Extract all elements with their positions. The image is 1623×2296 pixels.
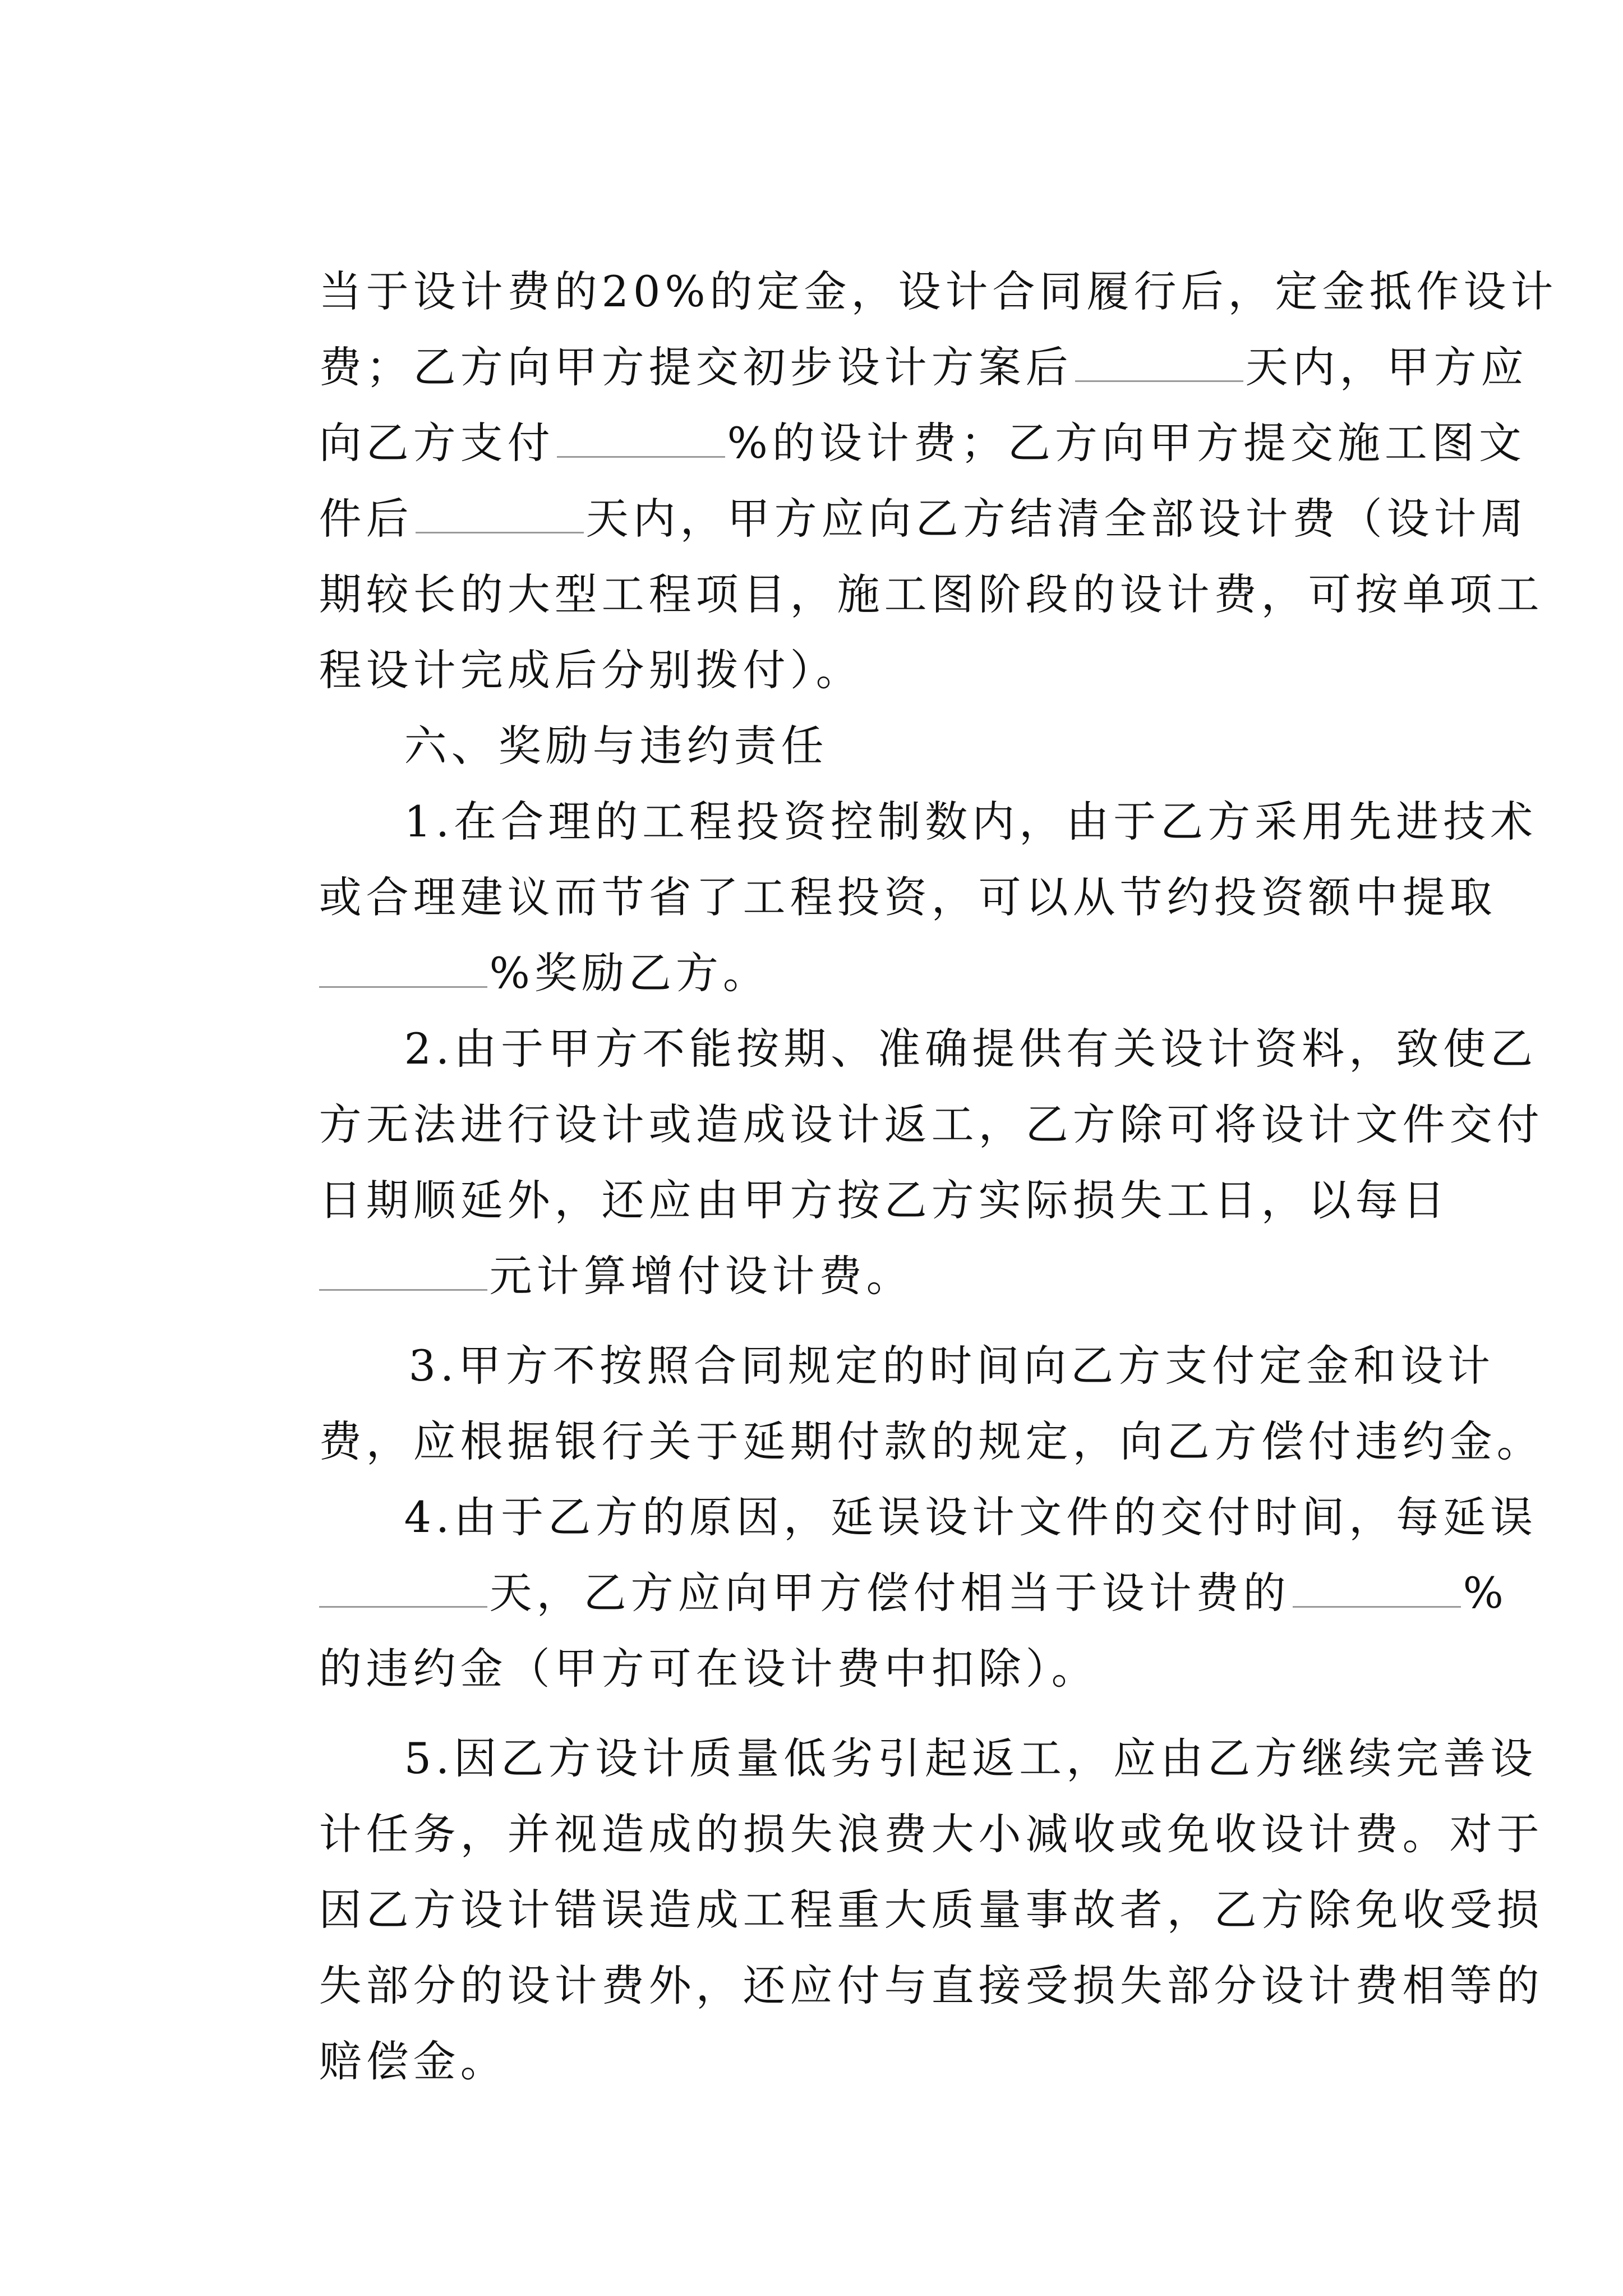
text-line — [332, 1433, 1538, 1542]
line-text: 赔偿金。 — [319, 2036, 508, 2086]
line-text: 3.甲方不按照合同规定的时间向乙方支付定金和设计 — [408, 1341, 1495, 1391]
text-line — [247, 813, 1497, 922]
line-text: 的违约金（甲方可在设计费中扣除）。 — [319, 1644, 1099, 1694]
line-text: 1.在合理的工程投资控制数内，由于乙方采用先进技术 — [404, 797, 1538, 846]
line-text: 方无法进行设计或造成设计返工，乙方除可将设计文件交付 — [319, 1099, 1544, 1149]
line-text: % — [1463, 1568, 1508, 1618]
heading-text: 六、奖励与违约责任 — [404, 721, 828, 771]
text-line — [247, 359, 1526, 468]
text-line — [332, 738, 1538, 846]
line-text: 4.由于乙方的原因，延误设计文件的交付时间，每延误 — [404, 1492, 1538, 1542]
line-text: 天内，甲方应 — [1245, 342, 1528, 392]
line-text: 元计算增付设计费。 — [489, 1251, 914, 1301]
line-text: 程设计完成后分别拨付）。 — [319, 645, 863, 695]
line-text: 当于设计费的20%的定金，设计合同履行后，定金抵作设计 — [319, 266, 1558, 316]
line-text: %奖励乙方。 — [489, 948, 770, 998]
line-text: 或合理建议而节省了工程投资，可以从节约投资额中提取 — [319, 872, 1497, 922]
line-text: 费，应根据银行关于延期付款的规定，向乙方偿付违约金。 — [319, 1416, 1544, 1466]
line-text: 日期顺延外，还应由甲方按乙方实际损失工日，以每日 — [319, 1175, 1450, 1225]
text-line — [332, 1674, 1538, 1783]
text-line — [247, 1358, 1544, 1466]
text-line — [247, 1585, 1099, 1694]
text-line — [247, 889, 770, 998]
line-text: 向乙方支付 — [319, 418, 555, 468]
text-line — [247, 1509, 1508, 1618]
line-text: 因乙方设计错误造成工程重大质量事故者，乙方除免收受损 — [319, 1885, 1544, 1935]
line-text: 失部分的设计费外，还应付与直接受损失部分设计费相等的 — [319, 1961, 1544, 2010]
fill-in-blank — [1293, 1567, 1461, 1608]
text-line — [247, 1116, 1450, 1225]
text-line — [247, 1192, 914, 1301]
line-text: 期较长的大型工程项目，施工图阶段的设计费，可按单项工 — [319, 569, 1544, 619]
line-text: 件后 — [319, 494, 413, 544]
text-line — [247, 1826, 1544, 1935]
text-line — [247, 283, 1528, 392]
line-text: 天，乙方应向甲方偿付相当于设计费的 — [489, 1568, 1290, 1618]
text-line — [247, 586, 863, 695]
text-line — [336, 1282, 1495, 1391]
line-text: 天内，甲方应向乙方结清全部设计费（设计周 — [585, 494, 1528, 544]
text-line — [247, 1750, 1544, 1859]
text-line — [247, 208, 1558, 316]
text-line — [332, 965, 1538, 1074]
text-line — [247, 1902, 1544, 2010]
text-line — [247, 1041, 1544, 1149]
text-line — [247, 1977, 508, 2086]
section-heading — [332, 662, 828, 771]
line-text: %的设计费；乙方向甲方提交施工图文 — [727, 418, 1526, 468]
line-text: 5.因乙方设计质量低劣引起返工，应由乙方继续完善设 — [404, 1733, 1538, 1783]
line-text: 计任务，并视造成的损失浪费大小减收或免收设计费。对于 — [319, 1809, 1544, 1859]
text-line — [247, 435, 1528, 544]
line-text: 2.由于甲方不能按期、准确提供有关设计资料，致使乙 — [404, 1024, 1538, 1074]
line-text: 费；乙方向甲方提交初步设计方案后 — [319, 342, 1073, 392]
text-line — [247, 510, 1544, 619]
